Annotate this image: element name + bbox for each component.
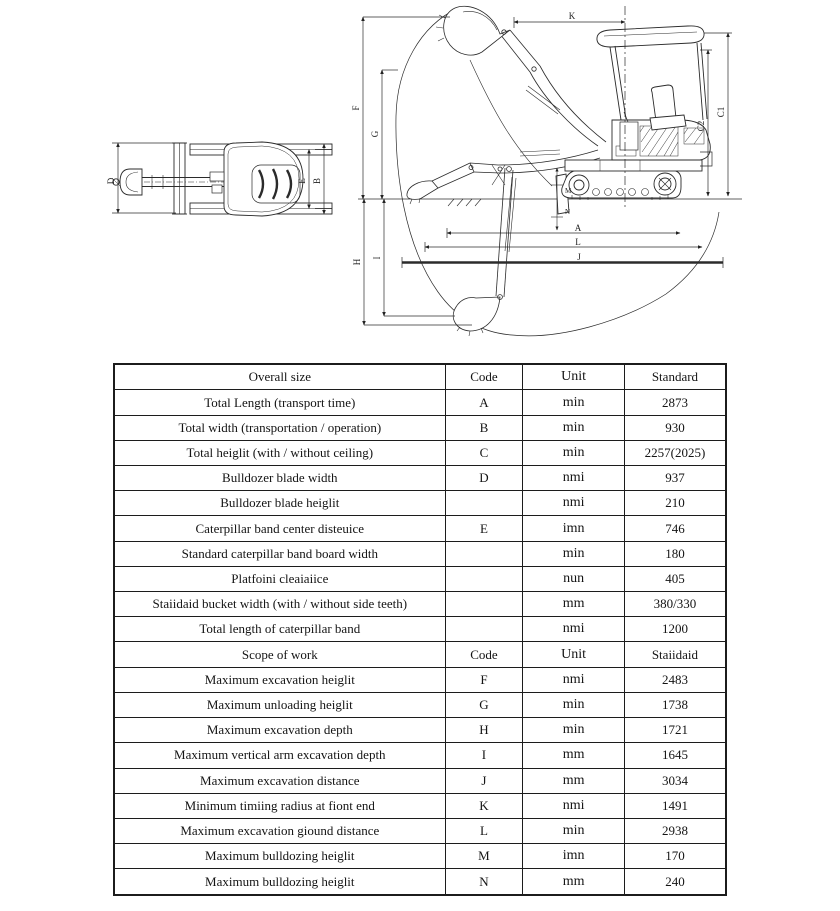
cell-unit: min xyxy=(523,415,625,440)
header-cell-code: Code xyxy=(445,364,523,390)
cell-code: A xyxy=(445,390,523,415)
table-row xyxy=(114,390,726,415)
cell-unit: nmi xyxy=(523,617,625,642)
dim-label-h: H xyxy=(352,258,362,266)
dim-label-g: G xyxy=(370,130,380,138)
cell-name: Bulldozer blade heiglit xyxy=(114,491,445,516)
cell-std: 240 xyxy=(624,869,726,895)
cell-code: J xyxy=(445,768,523,793)
cell-unit: nun xyxy=(523,566,625,591)
cell-unit: min xyxy=(523,541,625,566)
cell-code: E xyxy=(445,516,523,541)
cell-std: 2938 xyxy=(624,818,726,843)
cell-code: K xyxy=(445,793,523,818)
cell-code: C xyxy=(445,440,523,465)
table-row xyxy=(114,617,726,642)
header-cell-unit: Unit xyxy=(523,642,625,667)
table-row xyxy=(114,440,726,465)
section-header-row xyxy=(114,642,726,667)
cell-name: Maximum vertical arm excavation depth xyxy=(114,743,445,768)
dim-label-i: I xyxy=(372,256,382,260)
cell-unit: nmi xyxy=(523,466,625,491)
cell-code: G xyxy=(445,692,523,717)
header-cell-name: Overall size xyxy=(114,364,445,390)
table-row xyxy=(114,592,726,617)
cell-name: Caterpillar band center disteuice xyxy=(114,516,445,541)
cell-code xyxy=(445,566,523,591)
cell-name: Total Length (transport time) xyxy=(114,390,445,415)
table-row xyxy=(114,768,726,793)
dim-label-j: J xyxy=(577,252,581,262)
cell-name: Total length of caterpillar band xyxy=(114,617,445,642)
spec-table-body xyxy=(114,364,726,895)
table-row xyxy=(114,692,726,717)
cell-name: Maximum excavation heiglit xyxy=(114,667,445,692)
cell-unit: imn xyxy=(523,844,625,869)
cell-name: Maximum excavation distance xyxy=(114,768,445,793)
cell-code: H xyxy=(445,718,523,743)
cell-name: Total heiglit (with / without ceiling) xyxy=(114,440,445,465)
cell-unit: min xyxy=(523,692,625,717)
cell-name: Maximum excavation giound distance xyxy=(114,818,445,843)
cell-name: Bulldozer blade width xyxy=(114,466,445,491)
header-cell-name: Scope of work xyxy=(114,642,445,667)
cell-std: 2257(2025) xyxy=(624,440,726,465)
table-row xyxy=(114,818,726,843)
dim-label-b: B xyxy=(312,177,322,185)
cell-name: Standard caterpillar band board width xyxy=(114,541,445,566)
cell-std: 170 xyxy=(624,844,726,869)
cell-std: 937 xyxy=(624,466,726,491)
cell-unit: mm xyxy=(523,743,625,768)
header-cell-code: Code xyxy=(445,642,523,667)
cell-std: 1721 xyxy=(624,718,726,743)
cell-name: Platfoini cleaiaiice xyxy=(114,566,445,591)
cell-code: B xyxy=(445,415,523,440)
cell-std: 1738 xyxy=(624,692,726,717)
dimension-diagram xyxy=(0,0,840,358)
cell-std: 746 xyxy=(624,516,726,541)
dim-label-m: M xyxy=(565,187,572,195)
cell-std: 380/330 xyxy=(624,592,726,617)
cell-name: Maximum bulldozing heiglit xyxy=(114,844,445,869)
dim-label-c1: C1 xyxy=(716,106,726,118)
table-row xyxy=(114,667,726,692)
dim-label-l: L xyxy=(575,237,581,247)
cell-name: Minimum timiing radius at fiont end xyxy=(114,793,445,818)
table-row xyxy=(114,491,726,516)
dim-label-k: K xyxy=(568,11,576,21)
excavator-drawing xyxy=(0,0,840,358)
table-row xyxy=(114,844,726,869)
cell-unit: min xyxy=(523,718,625,743)
cell-std: 1645 xyxy=(624,743,726,768)
cell-unit: min xyxy=(523,390,625,415)
header-cell-unit: Unit xyxy=(523,364,625,390)
table-row xyxy=(114,566,726,591)
excavator-top-view xyxy=(106,142,332,216)
cell-std: 2483 xyxy=(624,667,726,692)
cell-name: Total width (transportation / operation) xyxy=(114,415,445,440)
cell-name: Maximum excavation depth xyxy=(114,718,445,743)
excavator-side-view xyxy=(351,6,742,336)
cell-name: Maximum unloading heiglit xyxy=(114,692,445,717)
table-row xyxy=(114,415,726,440)
cell-code xyxy=(445,541,523,566)
cell-std: 405 xyxy=(624,566,726,591)
cell-std: 1200 xyxy=(624,617,726,642)
cell-code: I xyxy=(445,743,523,768)
cell-code xyxy=(445,617,523,642)
table-row xyxy=(114,541,726,566)
header-cell-std: Standard xyxy=(624,364,726,390)
cell-code xyxy=(445,592,523,617)
dim-label-e: E xyxy=(297,178,307,184)
cell-std: 2873 xyxy=(624,390,726,415)
dim-label-c2: C2 xyxy=(696,120,706,132)
cell-name: Staiidaid bucket width (with / without side teeth) xyxy=(114,592,445,617)
cell-std: 180 xyxy=(624,541,726,566)
cell-unit: mm xyxy=(523,592,625,617)
cell-std: 1491 xyxy=(624,793,726,818)
cell-std: 210 xyxy=(624,491,726,516)
section-header-row xyxy=(114,364,726,390)
dim-label-n: N xyxy=(565,208,571,216)
cell-std: 3034 xyxy=(624,768,726,793)
table-row xyxy=(114,743,726,768)
cell-unit: nmi xyxy=(523,491,625,516)
table-row xyxy=(114,869,726,895)
dim-label-f: F xyxy=(351,105,361,111)
dim-label-d: D xyxy=(106,177,116,185)
spec-table xyxy=(113,363,727,896)
table-row xyxy=(114,516,726,541)
header-cell-std: Staiidaid xyxy=(624,642,726,667)
cell-unit: nmi xyxy=(523,793,625,818)
cell-unit: nmi xyxy=(523,667,625,692)
dim-label-a: A xyxy=(574,223,582,233)
table-row xyxy=(114,793,726,818)
table-row xyxy=(114,718,726,743)
cell-name: Maximum bulldozing heiglit xyxy=(114,869,445,895)
cell-code xyxy=(445,491,523,516)
cell-unit: min xyxy=(523,440,625,465)
cell-unit: mm xyxy=(523,869,625,895)
spec-table-grid xyxy=(113,363,727,896)
cell-code: L xyxy=(445,818,523,843)
cell-code: N xyxy=(445,869,523,895)
cell-code: D xyxy=(445,466,523,491)
table-row xyxy=(114,466,726,491)
cell-unit: min xyxy=(523,818,625,843)
cell-unit: mm xyxy=(523,768,625,793)
cell-code: F xyxy=(445,667,523,692)
cell-code: M xyxy=(445,844,523,869)
cell-std: 930 xyxy=(624,415,726,440)
cell-unit: imn xyxy=(523,516,625,541)
